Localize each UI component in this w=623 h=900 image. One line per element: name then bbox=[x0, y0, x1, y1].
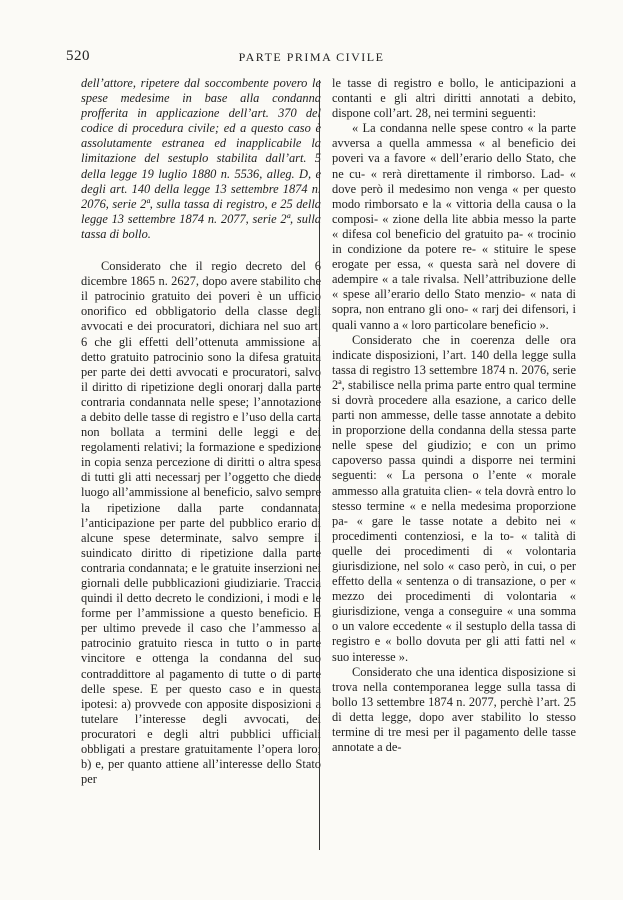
right-paragraph-3: Considerato che in coerenza delle ora indicate disposizioni, l’art. 140 della legge sulla tassa di registro 13 settembre 1874 n. 2076, serie 2ª, stabilisce nella prima parte entro qual termine si dovrà procedere alla esazione, a carico delle parti non ammesse, delle tasse annotate a debito in proporzione della condanna della stessa parte nelle spese del giudizio; e con un primo capoverso passa quindi a disporre nei termini seguenti: « La persona o l’ente « morale ammesso alla gratuita clien- « tela dovrà entro lo stesso termine « e nella medesima proporzione pa- « gare le tasse notate a debito nei « procedimenti contenziosi, e la to- « talità di quelle dei procedimenti di « volontaria giurisdizione, nel solo « caso però, in cui, o per effetto della « sentenza o di transazione, o per « mezzo dei procedimenti di volontaria « giurisdizione, venga a conseguire « una somma o un valore eccedente « il sestuplo della tassa di registro e « bollo dovuta per gli atti fatti nel « suo interesse ». bbox=[332, 332, 576, 664]
left-column bbox=[81, 76, 321, 787]
page-number: 520 bbox=[66, 48, 90, 64]
right-paragraph-4: Considerato che una identica disposizione si trova nella contemporanea legge sulla tassa di bollo 13 settembre 1874 n. 2077, perchè l’art. 25 di detta legge, dopo aver stabilito lo stesso termine di tre mesi per il pagamento delle tasse annotate a de- bbox=[332, 664, 576, 755]
column-divider bbox=[319, 80, 320, 850]
running-title: PARTE PRIMA CIVILE bbox=[238, 50, 385, 64]
right-paragraph-1: le tasse di registro e bollo, le anticipazioni a contanti e gli altri diritti annotati a debito, dispone coll’art. 28, nei termini seguenti: bbox=[332, 76, 576, 121]
right-paragraph-2: « La condanna nelle spese contro « la parte avversa a quella ammessa « al beneficio dei poveri va a favore « dell’erario dello Stato, che ne cu- « rerà direttamente il rimborso. Lad- « dove però il medesimo non venga « per questo modo rimborsato e la « vittoria della causa o la composi- « zione della lite abbia messo la parte « difesa col beneficio del gratuito pa- « trocinio in condizione da potere re- « stituire le spese erogate per essa, « questa sarà nel dovere di adempire « a tale rivalsa. Nell’attribuzione delle « spese all’erario dello Stato menzio- « nata di sopra, non entrano gli ono- « rarj dei difensori, i quali vanno a « loro particolare beneficio ». bbox=[332, 121, 576, 332]
left-paragraph-2: Considerato che il regio decreto del 6 dicembre 1865 n. 2627, dopo avere stabilito che il patrocinio gratuito dei poveri è un ufficio onorifico ed obbligatorio della classe degli avvocati e dei procuratori, dichiara nel suo art. 6 che gli effetti dell’ottenuta ammissione al detto gratuito patrocinio sono la difesa gratuita per parte dei detti avvocati e procuratori, salvo il diritto di ripetizione degli onorarj dalla parte contraria condannata nelle spese; l’annotazione a debito delle tasse di registro e l’uso della carta non bollata a termini delle leggi e dei regolamenti relativi; la formazione e spedizione in copia senza percezione di diritti o altra spesa di tutti gli atti necessarj per l’oggetto che diede luogo all’ammissione al beneficio, salvo sempre la ripetizione dalla parte condannata; l’anticipazione per parte del pubblico erario di alcune spese determinate, salvo sempre il suindicato diritto di ripetizione dalla parte contraria condannata; e le gratuite inserzioni nei giornali delle pubblicazioni giudiziarie. Traccia quindi il detto decreto le condizioni, i modi e le forme per l’ammissione a questo beneficio. E per ultimo prevede il caso che l’ammesso al patrocinio gratuito riesca in tutto o in parte vincitore e ottenga la condanna del suo contraddittore al pagamento di tutte o di parte delle spese. E per questo caso e in questa ipotesi: a) provvede con apposite disposizioni a tutelare l’interesse degli avvocati, dei procuratori e degli altri pubblici ufficiali obbligati a prestare gratuitamente l’opera loro; b) e, per quanto attiene all’interesse dello Stato per bbox=[81, 259, 321, 787]
left-paragraph-1: dell’attore, ripetere dal soccombente povero le spese medesime in base alla condanna profferita in applicazione dell’art. 370 del codice di procedura civile; ed a questo caso è assolutamente estranea ed inapplicabile la limitazione del sestuplo stabilita dall’art. 5 della legge 19 luglio 1880 n. 5536, alleg. D, e degli art. 140 della legge 13 settembre 1874 n. 2076, serie 2ª, sulla tassa di registro, e 25 della legge 13 settembre 1874 n. 2077, serie 2ª, sulla tassa di bollo. bbox=[81, 76, 321, 241]
right-column bbox=[332, 76, 576, 755]
